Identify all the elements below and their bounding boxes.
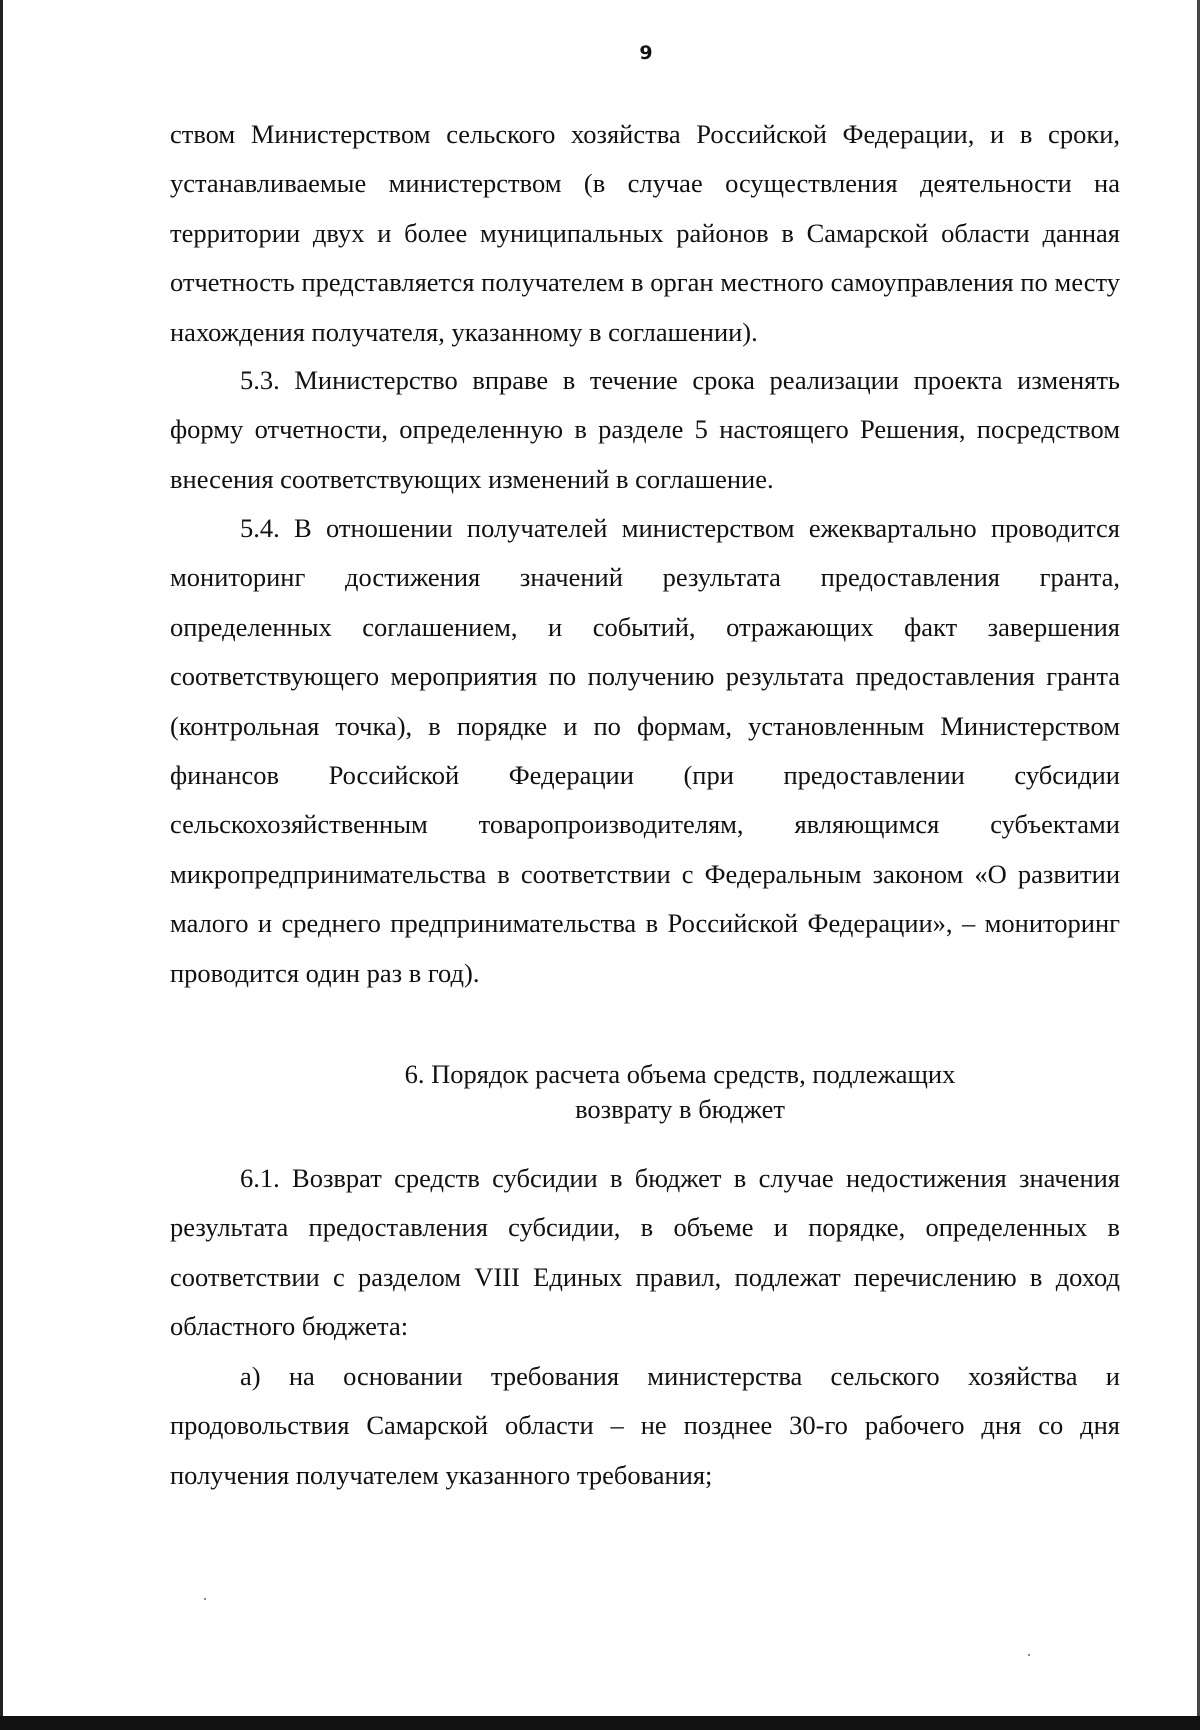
paragraph-text: ством Министерством сельского хозяйства Российской Федерации, и в сроки, устанавливаемые министерством (в случае осуществления деятельности на территории двух и более муниципальных районов в Самарской области данная отчетность представляется получателем в орган местного самоуправления по месту нахождения получателя, указанному в соглашении). — [170, 119, 1120, 347]
paragraph-5-4 — [170, 504, 1120, 998]
paragraph-6-1 — [170, 1154, 1120, 1352]
paragraph-6-1-a — [170, 1352, 1120, 1500]
paragraph-text: 5.3. Министерство вправе в течение срока реализации проекта изменять форму отчетности, определенную в разделе 5 настоящего Решения, посредством внесения соответствующих изменений в соглашение. — [170, 365, 1120, 494]
paragraph-text: а) на основании требования министерства сельского хозяйства и продовольствия Самарской области – не позднее 30-го рабочего дня со дня получения получателем указанного требования; — [170, 1361, 1120, 1490]
section-heading-line-2: возврату в бюджет — [575, 1094, 785, 1124]
scan-edge-bottom — [0, 1716, 1200, 1730]
paragraph-continuation — [170, 110, 1120, 357]
page-number: 9 — [639, 42, 653, 64]
section-heading — [170, 1057, 1190, 1127]
paragraph-5-3 — [170, 356, 1120, 504]
paragraph-text: 5.4. В отношении получателей министерством ежеквартально проводится мониторинг достижения значений результата предоставления гранта, определенных соглашением, и событий, отражающих факт завершения соответствующего мероприятия по получению результата предоставления гранта (контрольная точка), в порядке и по формам, установленным Министерством финансов Российской Федерации (при предоставлении субсидии сельскохозяйственным товаропроизводителям, являющимся субъектами микропредпринимательства в соответствии с Федеральным законом «О развитии малого и среднего предпринимательства в Российской Федерации», – мониторинг проводится один раз в год). — [170, 513, 1120, 988]
section-heading-line-1: 6. Порядок расчета объема средств, подлежащих — [404, 1059, 956, 1089]
scan-edge-left — [0, 0, 3, 1716]
scan-speck — [1028, 1654, 1030, 1656]
scan-speck — [204, 1598, 206, 1600]
paragraph-text: 6.1. Возврат средств субсидии в бюджет в случае недостижения значения результата предоставления субсидии, в объеме и порядке, определенных в соответствии с разделом VIII Единых правил, подлежат перечислению в доход областного бюджета: — [170, 1163, 1120, 1342]
